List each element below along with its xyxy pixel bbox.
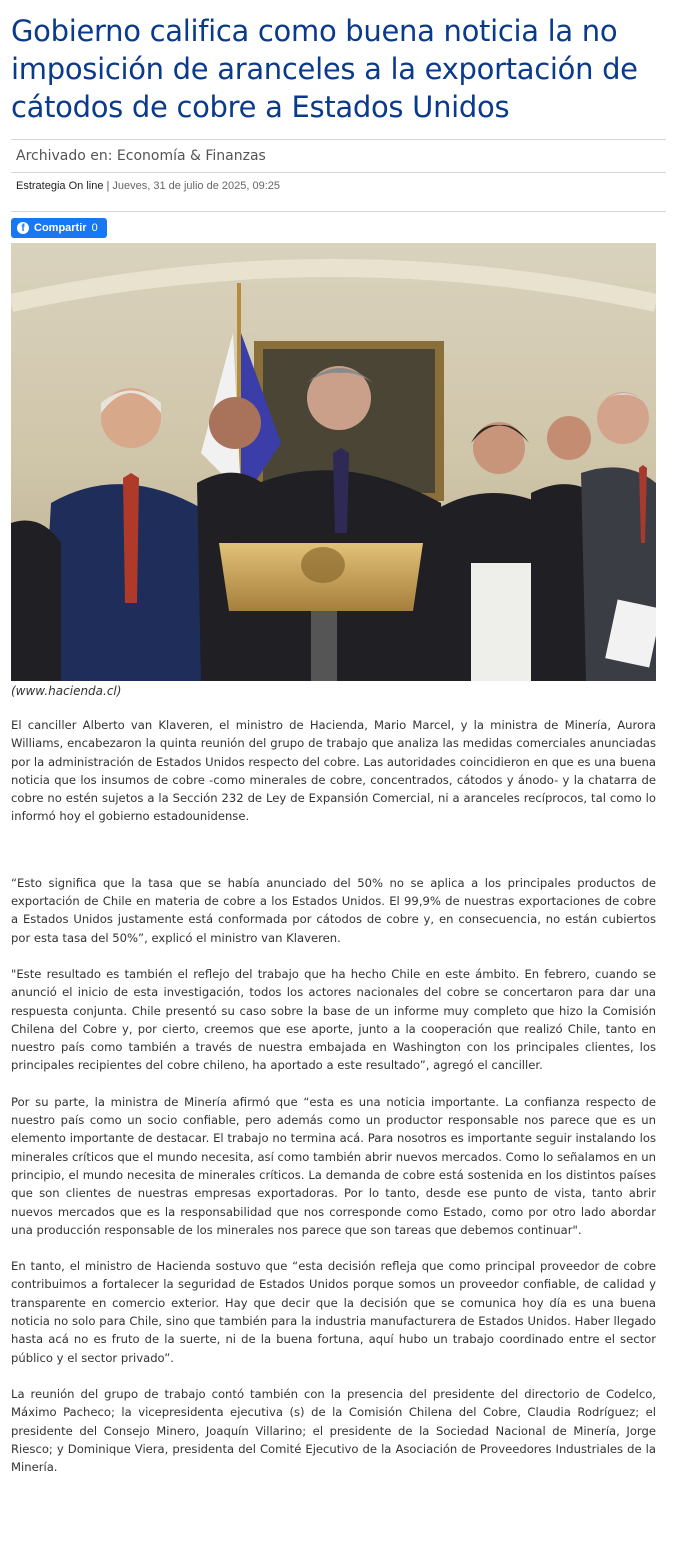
article-paragraph: El canciller Alberto van Klaveren, el ministro de Hacienda, Mario Marcel, y la ministra de Minería, Aurora Williams, encabezaron la quinta reunión del grupo de trabajo que analiza las medidas comerciales anunciadas por la administración de Estados Unidos respecto del cobre. Las autoridades coincidieron en que es una buena noticia que los insumos de cobre -como minerales de cobre, concentrados, cátodos y ánodo- y la chatarra de cobre no estén sujetos a la Sección 232 de Ley de Expansión Comercial, ni a aranceles recíprocos, tal como lo informó hoy el gobierno estadounidense. — [11, 718, 656, 824]
publish-date: Jueves, 31 de julio de 2025, 09:25 — [112, 180, 280, 192]
archive-line — [16, 146, 266, 166]
share-label: Compartir — [34, 222, 87, 234]
facebook-share-button[interactable] — [11, 218, 107, 238]
divider — [11, 139, 666, 140]
archive-label: Archivado en: — [16, 148, 117, 164]
divider — [11, 211, 666, 212]
divider — [11, 172, 666, 173]
article-photo — [11, 243, 656, 681]
photo-caption: (www.hacienda.cl) — [11, 684, 122, 698]
article — [11, 0, 666, 1475]
article-paragraph: La reunión del grupo de trabajo contó también con la presencia del presidente del directorio de Codelco, Máximo Pacheco; la vicepresidenta ejecutiva (s) de la Comisión Chilena del Cobre, Claudia Rodríguez; el presidente del Consejo Minero, Joaquín Villarino; el presidente de la Sociedad Nacional de Minería, Jorge Riesco; y Dominique Viera, presidenta del Comité Ejecutivo de la Asociación de Proveedores Industriales de la Minería. — [11, 1386, 656, 1475]
byline — [16, 179, 280, 193]
article-paragraph: En tanto, el ministro de Hacienda sostuvo que “esta decisión refleja que como principal proveedor de cobre contribuimos a fortalecer la seguridad de Estados Unidos porque somos un proveedor confiable, de calidad y transparente en comercio exterior. Hay que decir que la decisión que se comunica hoy día es una buena noticia no solo para Chile, sino que también para la industria manufacturera de Estados Unidos. Haber llegado hasta acá no es fruto de la suerte, ni de la buena fortuna, aquí hubo un trabajo coordinado entre el sector público y el sector privado”. — [11, 1259, 656, 1365]
article-body — [11, 716, 656, 1476]
author: Estrategia On line — [16, 180, 104, 192]
article-paragraph: "Este resultado es también el reflejo del trabajo que ha hecho Chile en este ámbito. En febrero, cuando se anunció el inicio de esta investigación, todos los actores nacionales del cobre se concertaron para dar una respuesta conjunta. Chile presentó su caso sobre la base de un informe muy completo que hizo la Comisión Chilena del Cobre y, por cierto, creemos que ese aporte, junto a la cooperación que realizó Chile, tanto en nuestro país como también a través de nuestra embajada en Washington con los principales clientes, los principales recipientes del cobre chileno, ha aportado a este resultado”, agregó el canciller. — [11, 966, 656, 1073]
byline-separator: | — [103, 180, 113, 192]
article-paragraph: “Esto significa que la tasa que se había anunciado del 50% no se aplica a los principales productos de exportación de Chile en materia de cobre a los Estados Unidos. El 99,9% de nuestras exportaciones de cobre a Estados Unidos justamente está conformada por cátodos de cobre y, en consecuencia, no están cubiertos por esta tasa del 50%”, explicó el ministro van Klaveren. — [11, 875, 656, 945]
article-paragraph: Por su parte, la ministra de Minería afirmó que “esta es una noticia importante. La confianza respecto de nuestro país como un socio confiable, pero además como un productor responsable nos parece que es un elemento importante de destacar. El trabajo no termina acá. Para nosotros es importante seguir instalando los minerales críticos que el mundo necesita, así como también abrir nuevos mercados. Como lo señalamos en un principio, el mundo necesita de minerales críticos. La demanda de cobre está sostenida en los distintos países que son clientes de nuestras empresas exportadoras. Por lo tanto, desde ese punto de vista, tanto abrir nuevos mercados que es la responsabilidad que nos corresponde como Estado, como por otro lado abordar una producción responsable de los minerales nos parece que son tareas que debemos continuar". — [11, 1094, 656, 1237]
article-title: Gobierno califica como buena noticia la no imposición de aranceles a la exportación de cátodos de cobre a Estados Unidos — [11, 14, 638, 124]
share-count: 0 — [91, 222, 98, 234]
archive-category-link[interactable]: Economía & Finanzas — [116, 148, 266, 164]
facebook-icon: f — [17, 222, 29, 234]
